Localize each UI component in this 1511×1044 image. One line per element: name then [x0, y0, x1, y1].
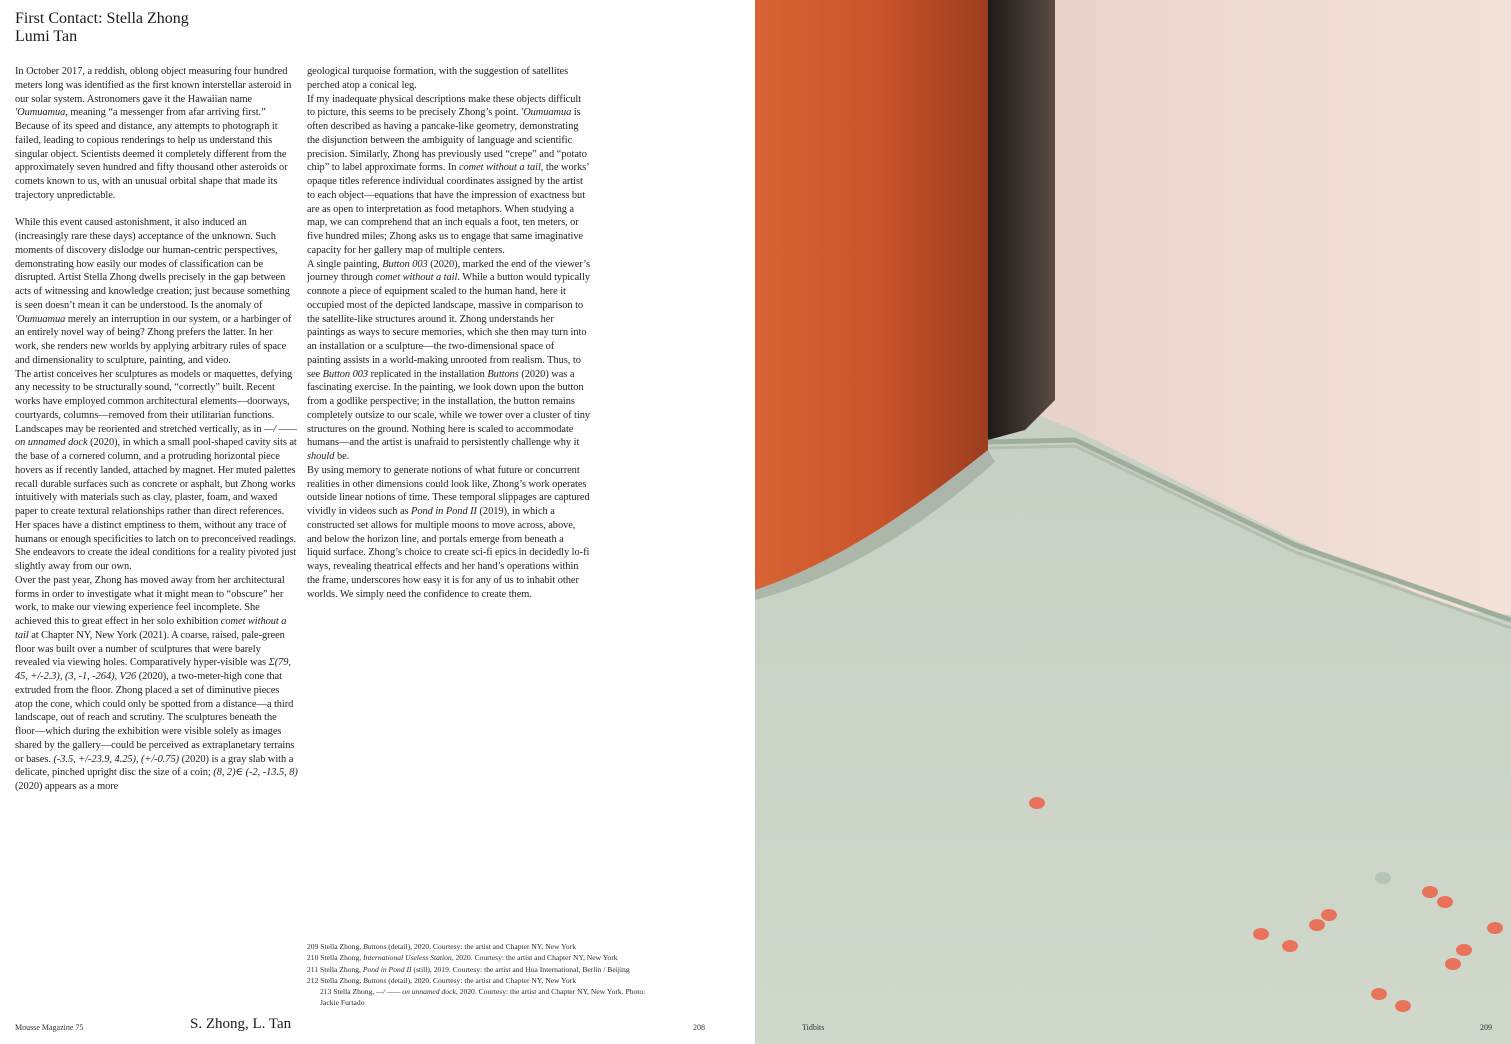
button-piece — [1321, 909, 1337, 921]
italic-title: (-3.5, +/-23.9, 4.25), (+/-0.75) — [53, 753, 180, 765]
italic-title: should — [307, 451, 335, 462]
body-paragraph — [307, 258, 590, 464]
article-title-block — [15, 10, 189, 46]
italic-title: International Useless Station — [363, 953, 452, 963]
text-run: merely an interruption in our system, or a harbinger of an entirely novel way of being? Zhong prefers the latter. In her work, she renders new worlds by applying arbitrary rules of space and dimensionality to sculpture, painting, and video. — [15, 313, 292, 366]
italic-title: —/ —— on unnamed dock — [15, 423, 297, 449]
article-title: First Contact: Stella Zhong — [15, 10, 189, 27]
text-run: replicated in the installation — [368, 368, 488, 380]
italic-title: (8, 2)∈ (-2, -13.5, 8) — [213, 767, 298, 779]
text-run: In October 2017, a reddish, oblong object measuring four hundred meters long was identified as the first known interstellar asteroid in our solar system. Astronomers gave it the Hawaiian name — [15, 66, 292, 105]
caption-line — [307, 986, 652, 1009]
text-run: be. — [334, 451, 350, 462]
text-run: (2020) was a fascinating exercise. In the painting, we look down upon the button from a godlike perspective; in the installation, the button remains completely outsize to our scale, while we tower over a cluster of tiny structures on the ground. Nothing here is scaled to accommodate humans—and the artist is unafraid to persistently challenge why it — [307, 368, 591, 449]
italic-title: Button 003 — [322, 368, 369, 380]
caption-line — [307, 941, 652, 952]
text-run: (2020), marked the end of the viewer’s journey through — [307, 258, 590, 284]
body-column-2 — [307, 65, 590, 601]
button-piece — [1445, 958, 1461, 970]
running-authors: S. Zhong, L. Tan — [190, 1016, 292, 1032]
body-paragraph — [15, 368, 298, 574]
button-piece — [1395, 1000, 1411, 1012]
text-run: 210 Stella Zhong, — [307, 953, 364, 963]
italic-title: —/ —— on unnamed dock — [376, 987, 456, 997]
text-run: , 2020. Courtesy: the artist and Chapter NY, New York. Photo: Jackie Furtado — [320, 987, 646, 1008]
italic-title: comet without a tail — [15, 616, 287, 641]
text-run: By using memory to generate notions of what future or concurrent realities in other dimensions could look like, Zhong’s work operates outside linear notions of time. These temporal slippages are captured vividly in videos such as — [307, 464, 590, 517]
italic-title: 'Oumuamua — [521, 107, 572, 119]
caption-line — [307, 952, 652, 963]
text-run: , the works’ opaque titles reference individual coordinates assigned by the artist to each object—equations that have the impression of exactness but are as open to interpretation as food metaphors. When studying a map, we can comprehend that an inch equals a foot, ten meters, or five hundred miles; Zhong asks us to engage that same imaginative capacity for her gallery map of multiple centers. — [307, 162, 589, 256]
italic-title: 'Oumuamua — [15, 107, 66, 119]
image-captions — [307, 941, 652, 1009]
text-run: If my inadequate physical descriptions make these objects difficult to picture, this seems to be precisely Zhong’s point. — [307, 93, 582, 119]
body-paragraph — [15, 574, 298, 794]
button-piece — [1282, 940, 1298, 952]
button-piece — [1422, 886, 1438, 898]
body-paragraph — [15, 216, 298, 367]
text-run: (detail), 2020. Courtesy: the artist and Chapter NY, New York — [386, 942, 577, 951]
italic-title: Buttons — [363, 942, 387, 951]
button-piece — [1375, 872, 1391, 884]
italic-title: Σ(79, 45, +/-2.3), (3, -1, -264), V26 — [15, 657, 291, 682]
text-run: Over the past year, Zhong has moved away from her architectural forms in order to investigate what it might mean to “obscure” her work, to make our viewing experience feel incomplete. She achieved this to great effect in her solo exhibition — [15, 574, 285, 627]
text-run: is often described as having a pancake-like geometry, demonstrating the disjunction between the ambiguity of language and scientific precision. Similarly, Zhong has previously used “crepe” and “potato chip” to label approximate forms. In — [307, 107, 587, 174]
text-run: 212 Stella Zhong, — [307, 975, 364, 985]
button-piece — [1437, 896, 1453, 908]
text-run: , 2020. Courtesy: the artist and Chapter NY, New York — [451, 953, 618, 963]
left-page — [0, 0, 755, 1044]
article-author: Lumi Tan — [15, 28, 78, 45]
page-number-right: 209 — [1480, 1023, 1492, 1032]
text-run: at Chapter NY, New York (2021). A coarse, raised, pale-green floor was built over a number of sculptures that were barely revealed via viewing holes. Comparatively hyper-visible was — [15, 629, 285, 669]
italic-title: Pond in Pond II — [362, 964, 412, 974]
button-piece — [1309, 919, 1325, 931]
body-paragraph — [15, 65, 298, 203]
italic-title: Buttons — [363, 975, 387, 985]
text-run: 211 Stella Zhong, — [307, 964, 363, 974]
italic-title: Pond in Pond II — [411, 506, 477, 517]
section-name: Tidbits — [802, 1023, 825, 1032]
body-column-1 — [15, 65, 298, 794]
text-run: (still), 2019. Courtesy: the artist and Hua International, Berlin / Beijing — [411, 964, 630, 974]
button-piece — [1456, 944, 1472, 956]
button-piece — [1253, 928, 1269, 940]
button-piece — [1371, 988, 1387, 1000]
wall-shadow — [988, 0, 1055, 440]
text-run: (2020), in which a small pool-shaped cavity sits at the base of a cornered column, and a protruding horizontal piece hovers as if recently landed, attached by magnet. Her muted palettes recall durable surfaces such as concrete or asphalt, but Zhong works intuitively with materials such as clay, plaster, foam, and waxed paper to create textural relationships rather than direct references. Her spaces have a distinct emptiness to them, without any trace of humans or enough specificities to latch on to preconceived readings. She endeavors to create the ideal conditions for a reality pivoted just slightly away from our own. — [15, 437, 297, 572]
text-run: While this event caused astonishment, it also induced an (increasingly rare these days) acceptance of the unknown. Such moments of discovery dislodge our human-centric perspectives, demonstrating how easily our modes of classification can be disrupted. Artist Stella Zhong dwells precisely in the gap between acts of witnessing and knowledge creation; just because something is seen doesn’t mean it can be understood. Is the anomaly of — [15, 217, 290, 311]
italic-title: Buttons — [487, 368, 519, 380]
body-paragraph — [307, 93, 590, 258]
italic-title: 'Oumuamua — [15, 313, 66, 325]
text-run: (2019), in which a constructed set allows for multiple moons to move across, above, and below the horizon line, and portals emerge from beneath a liquid surface. Zhong’s choice to create sci-fi epics in decidedly lo-fi ways, revealing theatrical effects and her hand’s operations within the frame, underscores how easy it is for any of us to inhabit other worlds. We simply need the confidence to create them. — [307, 506, 590, 600]
magazine-issue: Mousse Magazine 75 — [15, 1023, 84, 1032]
text-run: 209 Stella Zhong, — [307, 942, 364, 951]
caption-line — [307, 964, 652, 975]
italic-title: comet without a tail — [458, 162, 541, 174]
installation-photo — [755, 0, 1511, 1044]
text-run: (2020) appears as a more — [15, 781, 119, 792]
italic-title: comet without a tail — [375, 272, 458, 284]
body-paragraph — [307, 65, 590, 93]
italic-title: Button 003 — [382, 258, 428, 270]
text-run: (2020), a two-meter-high cone that extruded from the floor. Zhong placed a set of diminutive pieces atop the cone, which could only be spotted from a distance—a third landscape, out of reach and scrutiny. The sculptures beneath the floor—which during the exhibition were visible solely as images shared by the gallery—could be perceived as extraplanetary terrains or bases. — [15, 671, 295, 765]
text-run: . While a button would typically connote a piece of equipment scaled to the human hand, here it occupied most of the depicted landscape, massive in comparison to the satellite-like structures around it. Zhong understands her paintings as ways to secure memories, which she then may turn into an installation or a sculpture—the two-dimensional space of painting assists in a world-making unrooted from realism. Thus, to see — [307, 272, 590, 380]
button-piece — [1029, 797, 1045, 809]
text-run: , meaning “a messenger from afar arriving first.” Because of its speed and distance, any attempts to photograph it failed, leading to copious renderings to help us understand this singular object. Scientists deemed it completely different from the approximately seven hundred and fifty thousand other asteroids or comets known to us, with an unusual orbital shape that made its trajectory unpredictable. — [15, 107, 288, 201]
text-run: (detail), 2020. Courtesy: the artist and Chapter NY, New York — [386, 975, 577, 985]
text-run: geological turquoise formation, with the suggestion of satellites perched atop a conical leg. — [307, 66, 569, 91]
text-run: The artist conceives her sculptures as models or maquettes, defying any necessity to be structurally sound, “correctly” built. Recent works have employed common architectural elements—doorways, courtyards, columns—removed from their utilitarian functions. Landscapes may be reoriented and stretched vertically, as in — [15, 368, 293, 435]
body-paragraph — [307, 464, 590, 602]
caption-line — [307, 975, 652, 986]
page-number-left: 208 — [693, 1023, 705, 1032]
text-run: A single painting, — [307, 258, 383, 270]
text-run: 213 Stella Zhong, — [320, 987, 377, 997]
text-run: (2020) is a gray slab with a delicate, pinched upright disc the size of a coin; — [15, 753, 294, 779]
button-piece — [1487, 922, 1503, 934]
right-page — [755, 0, 1511, 1044]
